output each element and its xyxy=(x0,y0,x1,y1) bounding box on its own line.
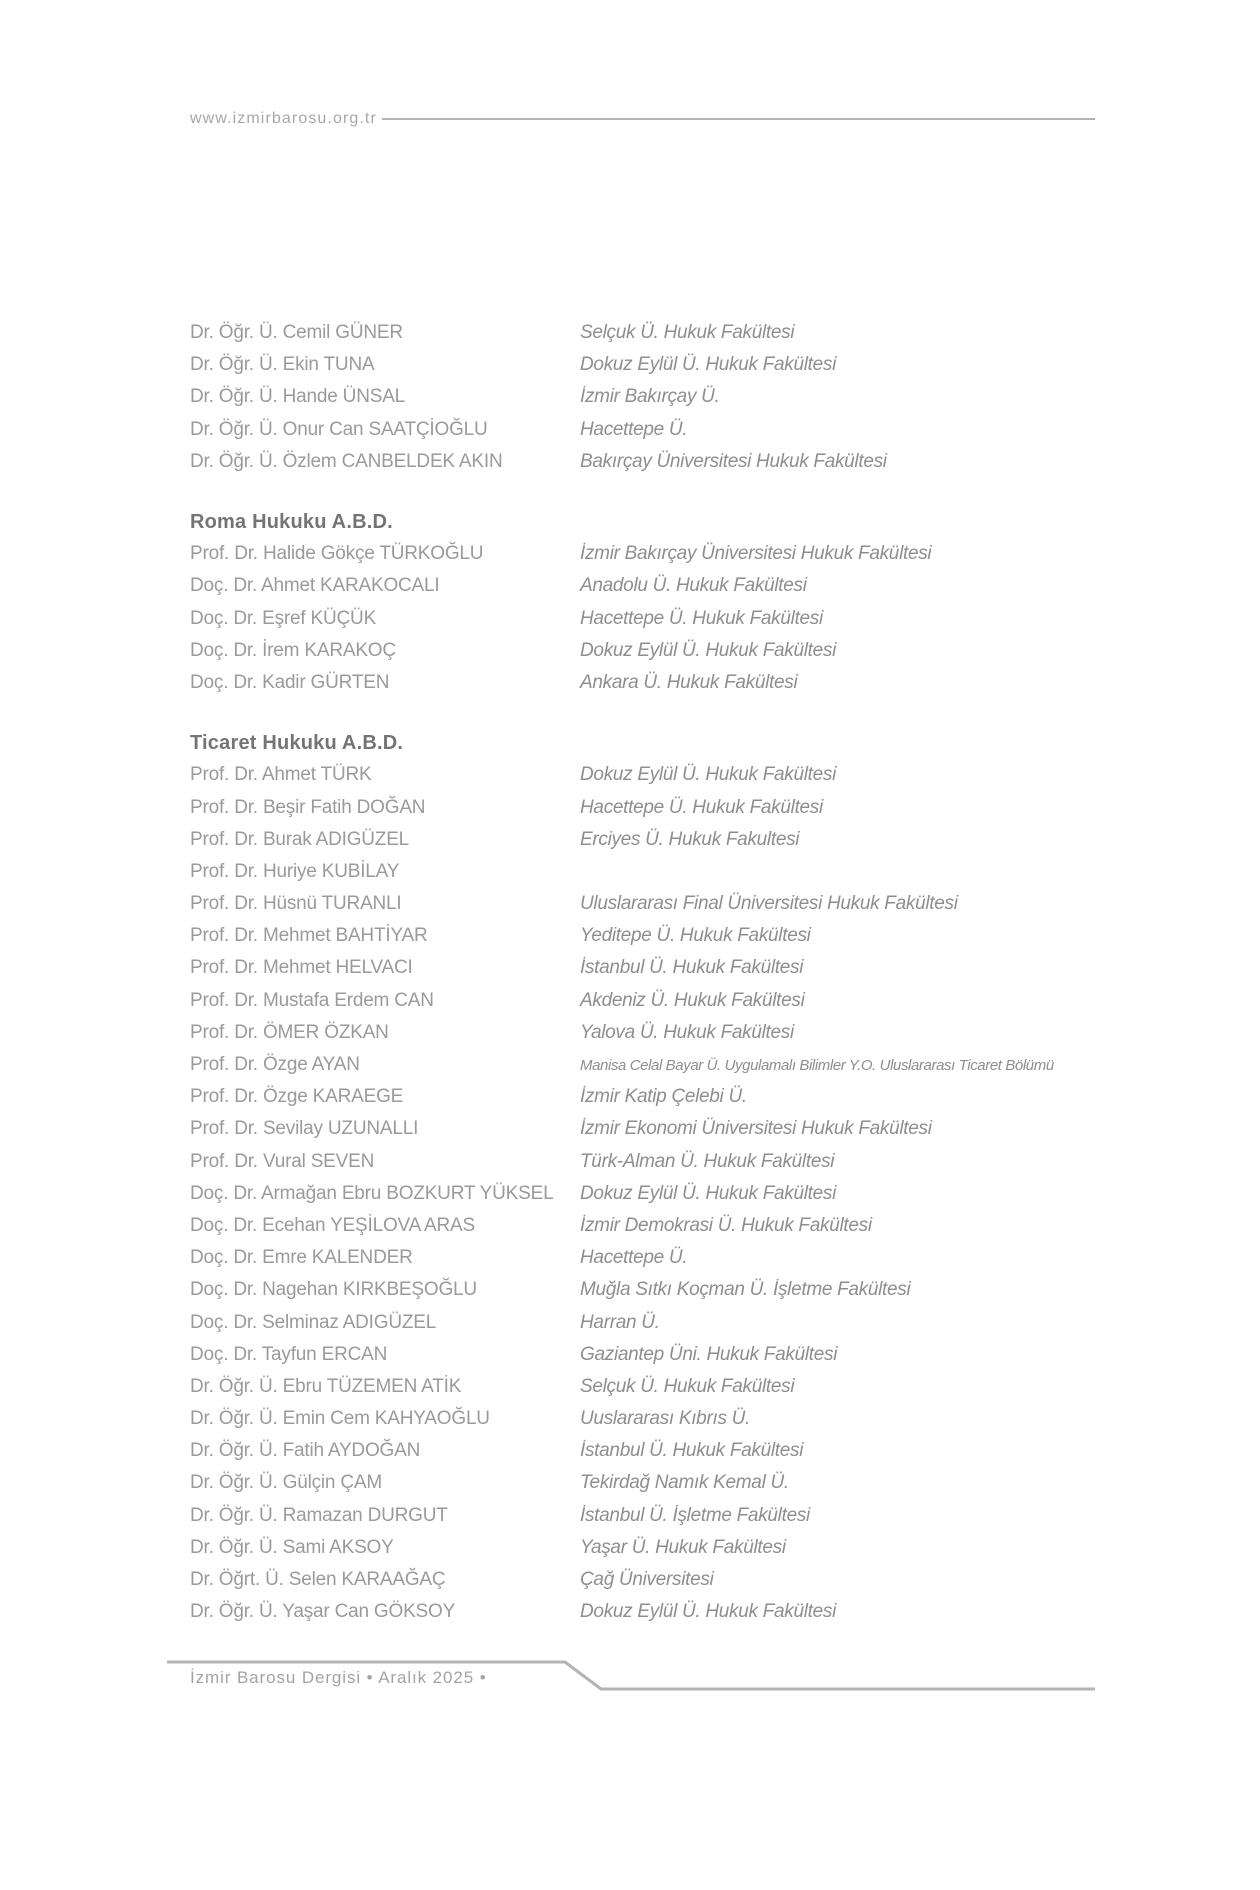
member-row xyxy=(190,1596,1095,1628)
member-row xyxy=(190,349,1095,381)
member-row xyxy=(190,1113,1095,1145)
member-name: Dr. Öğr. Ü. Ekin TUNA xyxy=(190,354,375,376)
member-name: Doç. Dr. Ecehan YEŞİLOVA ARAS xyxy=(190,1214,475,1236)
member-row xyxy=(190,791,1095,823)
member-affiliation: Dokuz Eylül Ü. Hukuk Fakültesi xyxy=(580,1601,837,1623)
member-row xyxy=(190,1467,1095,1499)
member-affiliation: Ankara Ü. Hukuk Fakültesi xyxy=(580,671,798,693)
member-affiliation: Hacettepe Ü. xyxy=(580,418,688,440)
member-name: Prof. Dr. Halide Gökçe TÜRKOĞLU xyxy=(190,543,484,565)
member-affiliation: Erciyes Ü. Hukuk Fakultesi xyxy=(580,828,800,850)
member-affiliation: İzmir Bakırçay Üniversitesi Hukuk Fakültesi xyxy=(580,543,932,565)
member-name: Dr. Öğr. Ü. Ebru TÜZEMEN ATİK xyxy=(190,1375,462,1397)
member-row xyxy=(190,824,1095,856)
member-affiliation: Dokuz Eylül Ü. Hukuk Fakültesi xyxy=(580,639,837,661)
member-affiliation: Selçuk Ü. Hukuk Fakültesi xyxy=(580,322,795,344)
member-name: Prof. Dr. Mustafa Erdem CAN xyxy=(190,989,434,1011)
member-row xyxy=(190,888,1095,920)
member-affiliation: Dokuz Eylül Ü. Hukuk Fakültesi xyxy=(580,764,837,786)
page-header xyxy=(190,110,1095,128)
department-section xyxy=(190,317,1095,478)
member-affiliation: Manisa Celal Bayar Ü. Uygulamalı Bilimler Y.O. Uluslararası Ticaret Bölümü xyxy=(580,1056,1054,1074)
section-heading: Roma Hukuku A.B.D. xyxy=(190,510,393,533)
member-name: Doç. Dr. İrem KARAKOÇ xyxy=(190,639,396,661)
footer-separator xyxy=(0,1652,1260,1697)
member-row xyxy=(190,1435,1095,1467)
member-row xyxy=(190,920,1095,952)
member-row xyxy=(190,1371,1095,1403)
member-row xyxy=(190,538,1095,570)
member-row xyxy=(190,856,1095,888)
member-row xyxy=(190,667,1095,699)
member-name: Dr. Öğr. Ü. Hande ÜNSAL xyxy=(190,386,406,408)
member-row xyxy=(190,1403,1095,1435)
member-row xyxy=(190,1339,1095,1371)
member-name: Prof. Dr. Mehmet HELVACI xyxy=(190,957,413,979)
faculty-list xyxy=(190,317,1095,1628)
member-name: Prof. Dr. Ahmet TÜRK xyxy=(190,764,372,786)
member-name: Doç. Dr. Nagehan KIRKBEŞOĞLU xyxy=(190,1279,477,1301)
member-affiliation: Yaşar Ü. Hukuk Fakültesi xyxy=(580,1536,786,1558)
member-affiliation: Dokuz Eylül Ü. Hukuk Fakültesi xyxy=(580,1182,837,1204)
member-name: Prof. Dr. Sevilay UZUNALLI xyxy=(190,1118,419,1140)
member-name: Prof. Dr. Vural SEVEN xyxy=(190,1150,375,1172)
member-row xyxy=(190,1242,1095,1274)
member-name: Dr. Öğrt. Ü. Selen KARAAĞAÇ xyxy=(190,1569,446,1591)
member-affiliation: İzmir Katip Çelebi Ü. xyxy=(580,1086,747,1108)
member-row xyxy=(190,570,1095,602)
member-affiliation: Gaziantep Üni. Hukuk Fakültesi xyxy=(580,1343,838,1365)
member-row xyxy=(190,603,1095,635)
member-name: Prof. Dr. Hüsnü TURANLI xyxy=(190,893,402,915)
member-row xyxy=(190,414,1095,446)
member-row xyxy=(190,759,1095,791)
member-affiliation: Yeditepe Ü. Hukuk Fakültesi xyxy=(580,925,811,947)
member-affiliation: Harran Ü. xyxy=(580,1311,660,1333)
member-name: Doç. Dr. Armağan Ebru BOZKURT YÜKSEL xyxy=(190,1182,554,1204)
member-row xyxy=(190,1146,1095,1178)
member-name: Doç. Dr. Tayfun ERCAN xyxy=(190,1343,388,1365)
member-name: Dr. Öğr. Ü. Fatih AYDOĞAN xyxy=(190,1440,421,1462)
member-affiliation: Tekirdağ Namık Kemal Ü. xyxy=(580,1472,789,1494)
member-row xyxy=(190,1500,1095,1532)
member-name: Dr. Öğr. Ü. Özlem CANBELDEK AKIN xyxy=(190,450,503,472)
member-affiliation: Akdeniz Ü. Hukuk Fakültesi xyxy=(580,989,805,1011)
member-row xyxy=(190,1178,1095,1210)
member-row xyxy=(190,381,1095,413)
member-affiliation: İstanbul Ü. İşletme Fakültesi xyxy=(580,1504,810,1526)
member-name: Doç. Dr. Ahmet KARAKOCALI xyxy=(190,575,440,597)
member-row xyxy=(190,317,1095,349)
member-row xyxy=(190,1274,1095,1306)
member-name: Prof. Dr. Burak ADIGÜZEL xyxy=(190,828,410,850)
member-affiliation: Uluslararası Final Üniversitesi Hukuk Fakültesi xyxy=(580,893,958,915)
member-affiliation: Türk-Alman Ü. Hukuk Fakültesi xyxy=(580,1150,835,1172)
member-row xyxy=(190,635,1095,667)
member-row xyxy=(190,1532,1095,1564)
member-affiliation: İzmir Demokrasi Ü. Hukuk Fakültesi xyxy=(580,1214,872,1236)
department-section xyxy=(190,727,1095,1628)
member-affiliation: Bakırçay Üniversitesi Hukuk Fakültesi xyxy=(580,450,887,472)
member-name: Prof. Dr. Mehmet BAHTİYAR xyxy=(190,925,428,947)
member-affiliation: İzmir Ekonomi Üniversitesi Hukuk Fakültesi xyxy=(580,1118,932,1140)
member-affiliation: Hacettepe Ü. Hukuk Fakültesi xyxy=(580,607,823,629)
member-name: Doç. Dr. Kadir GÜRTEN xyxy=(190,671,390,693)
member-affiliation: Dokuz Eylül Ü. Hukuk Fakültesi xyxy=(580,354,837,376)
member-name: Doç. Dr. Selminaz ADIGÜZEL xyxy=(190,1311,437,1333)
member-name: Prof. Dr. Beşir Fatih DOĞAN xyxy=(190,796,426,818)
member-name: Dr. Öğr. Ü. Ramazan DURGUT xyxy=(190,1504,448,1526)
member-name: Doç. Dr. Eşref KÜÇÜK xyxy=(190,607,377,629)
member-affiliation: Çağ Üniversitesi xyxy=(580,1569,714,1591)
member-affiliation: İzmir Bakırçay Ü. xyxy=(580,386,720,408)
member-name: Prof. Dr. Özge AYAN xyxy=(190,1054,360,1076)
member-row xyxy=(190,446,1095,478)
member-affiliation: Hacettepe Ü. xyxy=(580,1247,688,1269)
member-name: Dr. Öğr. Ü. Emin Cem KAHYAOĞLU xyxy=(190,1408,490,1430)
member-affiliation: Hacettepe Ü. Hukuk Fakültesi xyxy=(580,796,823,818)
member-name: Prof. Dr. Huriye KUBİLAY xyxy=(190,860,400,882)
member-name: Dr. Öğr. Ü. Cemil GÜNER xyxy=(190,322,403,344)
member-row xyxy=(190,1017,1095,1049)
member-affiliation: Anadolu Ü. Hukuk Fakültesi xyxy=(580,575,807,597)
member-row xyxy=(190,1081,1095,1113)
member-row xyxy=(190,985,1095,1017)
member-name: Prof. Dr. ÖMER ÖZKAN xyxy=(190,1021,389,1043)
section-heading: Ticaret Hukuku A.B.D. xyxy=(190,731,404,754)
member-row xyxy=(190,1564,1095,1596)
member-name: Dr. Öğr. Ü. Gülçin ÇAM xyxy=(190,1472,382,1494)
department-section xyxy=(190,506,1095,699)
member-affiliation: Yalova Ü. Hukuk Fakültesi xyxy=(580,1021,794,1043)
member-affiliation: Selçuk Ü. Hukuk Fakültesi xyxy=(580,1375,795,1397)
header-rule xyxy=(382,118,1095,121)
member-row xyxy=(190,1049,1095,1081)
journal-footer: İzmir Barosu Dergisi • Aralık 2025 • xyxy=(190,1668,487,1687)
member-affiliation: Uuslararası Kıbrıs Ü. xyxy=(580,1408,751,1430)
member-affiliation: İstanbul Ü. Hukuk Fakültesi xyxy=(580,1440,804,1462)
member-row xyxy=(190,1306,1095,1338)
member-affiliation: İstanbul Ü. Hukuk Fakültesi xyxy=(580,957,804,979)
member-name: Dr. Öğr. Ü. Yaşar Can GÖKSOY xyxy=(190,1601,456,1623)
member-row xyxy=(190,952,1095,984)
member-row xyxy=(190,1210,1095,1242)
member-affiliation: Muğla Sıtkı Koçman Ü. İşletme Fakültesi xyxy=(580,1279,911,1301)
member-name: Prof. Dr. Özge KARAEGE xyxy=(190,1086,404,1108)
member-name: Dr. Öğr. Ü. Sami AKSOY xyxy=(190,1536,394,1558)
member-name: Doç. Dr. Emre KALENDER xyxy=(190,1247,413,1269)
website-url: www.izmirbarosu.org.tr xyxy=(190,110,377,127)
member-name: Dr. Öğr. Ü. Onur Can SAATÇİOĞLU xyxy=(190,418,488,440)
